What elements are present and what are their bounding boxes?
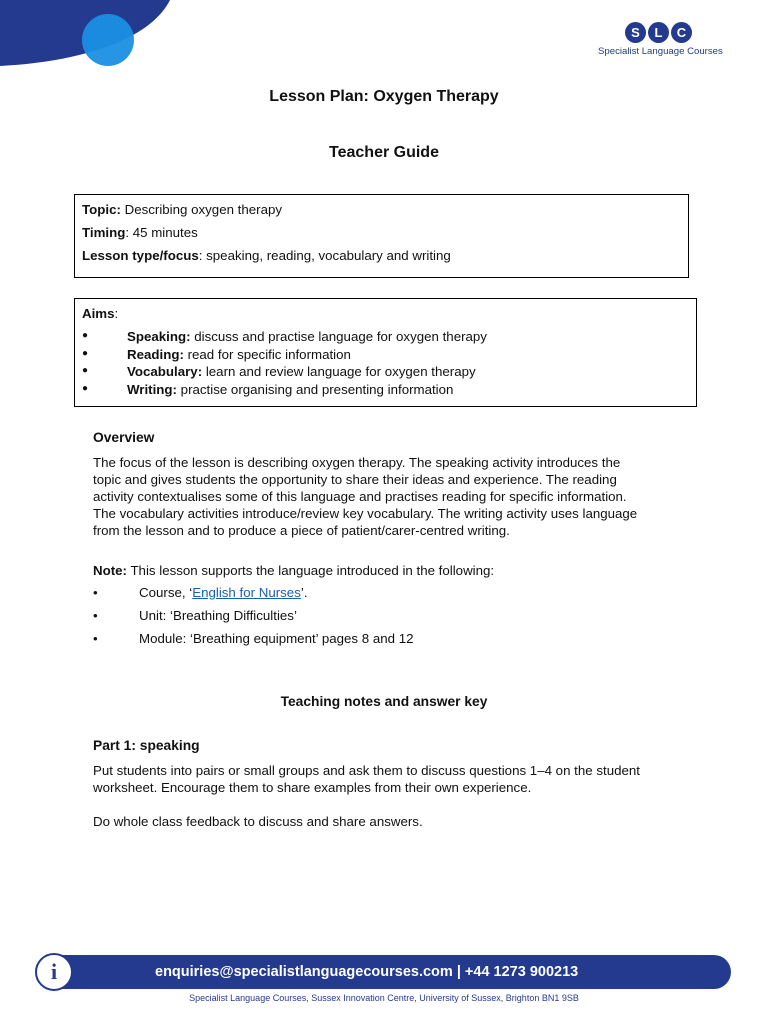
topic-row: Topic: Describing oxygen therapy bbox=[82, 202, 283, 217]
logo-subtitle: Specialist Language Courses bbox=[598, 46, 723, 57]
bullet-icon: ● bbox=[82, 348, 89, 359]
bullet-icon: ● bbox=[82, 383, 89, 394]
bullet-icon: • bbox=[93, 631, 98, 646]
module-item: Module: ‘Breathing equipment’ pages 8 and 12 bbox=[139, 631, 414, 646]
teaching-notes-heading: Teaching notes and answer key bbox=[280, 694, 488, 709]
bullet-icon: • bbox=[93, 608, 98, 623]
bullet-icon: • bbox=[93, 585, 98, 600]
part1-paragraph: Put students into pairs or small groups and ask them to discuss questions 1–4 on the student worksheet. Encourage them to share examples from their own experience. bbox=[93, 763, 640, 795]
part1-heading: Part 1: speaking bbox=[93, 738, 200, 753]
footer-address: Specialist Language Courses, Sussex Innovation Centre, University of Sussex, Brighton BN1 9SB bbox=[189, 993, 579, 1003]
footer-contact[interactable]: enquiries@specialistlanguagecourses.com | +44 1273 900213 bbox=[155, 964, 579, 980]
logo-letter: C bbox=[671, 22, 692, 43]
logo-letter: S bbox=[625, 22, 646, 43]
aims-label: Aims: bbox=[82, 306, 119, 321]
page-title: Lesson Plan: Oxygen Therapy bbox=[269, 88, 499, 105]
aim-item: Speaking: discuss and practise language for oxygen therapy bbox=[127, 329, 487, 344]
timing-row: Timing: 45 minutes bbox=[82, 225, 198, 240]
course-item: Course, ‘English for Nurses’. bbox=[139, 585, 308, 600]
aims-box bbox=[74, 298, 697, 407]
slc-logo bbox=[598, 22, 738, 57]
overview-heading: Overview bbox=[93, 430, 155, 445]
part1-feedback: Do whole class feedback to discuss and share answers. bbox=[93, 814, 423, 829]
lesson-type-row: Lesson type/focus: speaking, reading, vocabulary and writing bbox=[82, 248, 451, 263]
bullet-icon: ● bbox=[82, 330, 89, 341]
page-subtitle: Teacher Guide bbox=[329, 144, 439, 161]
logo-letter: L bbox=[648, 22, 669, 43]
bullet-icon: ● bbox=[82, 365, 89, 376]
header-decoration bbox=[0, 0, 200, 80]
english-for-nurses-link[interactable]: English for Nurses bbox=[192, 585, 301, 600]
note-line: Note: This lesson supports the language introduced in the following: bbox=[93, 563, 495, 578]
aim-item: Vocabulary: learn and review language for oxygen therapy bbox=[127, 364, 476, 379]
unit-item: Unit: ‘Breathing Difficulties’ bbox=[139, 608, 297, 623]
overview-paragraph: The focus of the lesson is describing oxygen therapy. The speaking activity introduces the topic and gives students the opportunity to share their ideas and experience. The reading activity contextualises some of this language and practises reading for specific information. The vocabulary activities introduce/review key vocabulary. The writing activity uses language from the lesson and to produce a piece of patient/carer-centred writing. bbox=[93, 455, 638, 538]
aim-item: Reading: read for specific information bbox=[127, 347, 351, 362]
lesson-info-box bbox=[74, 194, 689, 278]
info-icon: i bbox=[35, 953, 73, 991]
aim-item: Writing: practise organising and presenting information bbox=[127, 382, 454, 397]
